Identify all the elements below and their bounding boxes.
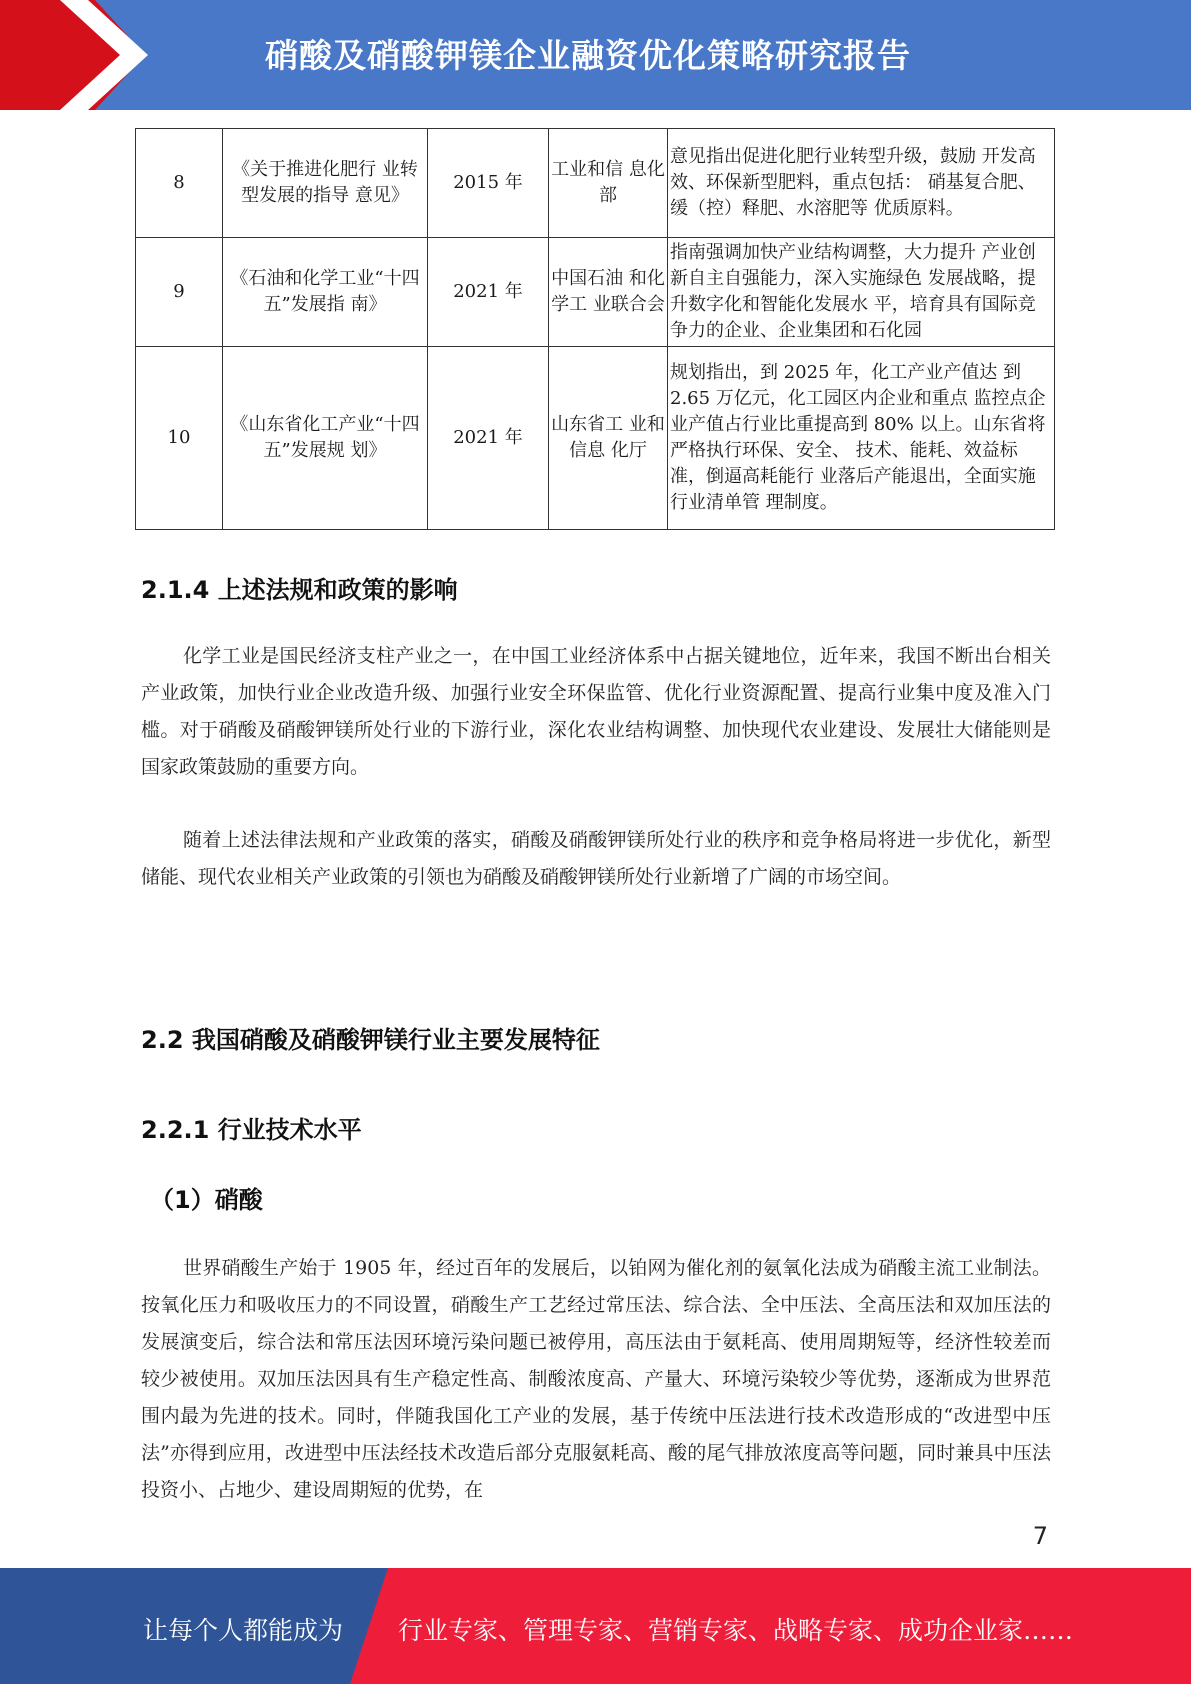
row-number: 10 [136,347,223,530]
table-row [136,347,1055,530]
paragraph: 随着上述法律法规和产业政策的落实，硝酸及硝酸钾镁所处行业的秩序和竞争格局将进一步优化，新型储能、现代农业相关产业政策的引领也为硝酸及硝酸钾镁所处行业新增了广阔的市场空间。 [141,829,1051,888]
policy-table [135,128,1055,530]
policy-name: 《石油和化学工业“十四五”发展指 南》 [223,238,428,347]
footer-slogan-right: 行业专家、管理专家、营销专家、战略专家、成功企业家…… [398,1616,1074,1645]
policy-year: 2021 年 [428,347,549,530]
row-number: 9 [136,238,223,347]
policy-name: 《山东省化工产业“十四五”发展规 划》 [223,347,428,530]
footer-slogan-left: 让每个人都能成为 [143,1616,344,1645]
page-header-banner [0,0,1191,110]
section-heading-2-2: 2.2 我国硝酸及硝酸钾镁行业主要发展特征 [141,1026,600,1054]
policy-year: 2021 年 [428,238,549,347]
page-footer-banner [0,1568,1191,1684]
row-number: 8 [136,129,223,238]
policy-year: 2015 年 [428,129,549,238]
paragraph: 世界硝酸生产始于 1905 年，经过百年的发展后，以铂网为催化剂的氨氧化法成为硝酸主流工业制法。按氧化压力和吸收压力的不同设置，硝酸生产工艺经过常压法、综合法、全中压法、全高压法和双加压法的发展演变后，综合法和常压法因环境污染问题已被停用，高压法由于氨耗高、使用周期短等，经济性较差而较少被使用。双加压法因具有生产稳定性高、制酸浓度高、产量大、环境污染较少等优势，逐渐成为世界范围内最为先进的技术。同时，伴随我国化工产业的发展，基于传统中压法进行技术改造形成的“改进型中压法”亦得到应用，改进型中压法经技术改造后部分克服氨耗高、酸的尾气排放浓度高等问题，同时兼具中压法投资小、占地少、建设周期短的优势，在 [141,1257,1051,1501]
policy-name: 《关于推进化肥行 业转型发展的指导 意见》 [223,129,428,238]
table-row [136,238,1055,347]
section-heading-2-2-1: 2.2.1 行业技术水平 [141,1116,362,1144]
table-row [136,129,1055,238]
policy-description: 意见指出促进化肥行业转型升级，鼓励 开发高效、环保新型肥料，重点包括： 硝基复合肥、缓（控）释肥、水溶肥等 优质原料。 [668,129,1055,238]
issuing-department: 山东省工 业和信息 化厅 [549,347,668,530]
paragraph: 化学工业是国民经济支柱产业之一，在中国工业经济体系中占据关键地位，近年来，我国不断出台相关产业政策，加快行业企业改造升级、加强行业安全环保监管、优化行业资源配置、提高行业集中度及准入门槛。对于硝酸及硝酸钾镁所处行业的下游行业，深化农业结构调整、加快现代农业建设、发展壮大储能则是国家政策鼓励的重要方向。 [141,645,1051,778]
report-title: 硝酸及硝酸钾镁企业融资优化策略研究报告 [265,36,911,75]
page-number: 7 [1032,1522,1048,1550]
issuing-department: 中国石油 和化学工 业联合会 [549,238,668,347]
policy-description: 指南强调加快产业结构调整，大力提升 产业创新自主自强能力，深入实施绿色 发展战略，提升数字化和智能化发展水 平，培育具有国际竞争力的企业、企业集团和石化园 [668,238,1055,347]
section-heading-2-1-4: 2.1.4 上述法规和政策的影响 [141,576,458,604]
policy-description: 规划指出，到 2025 年，化工产业产值达 到 2.65 万亿元，化工园区内企业和重点 监控点企业产值占行业比重提高到 80% 以上。山东省将严格执行环保、安全、 技术、能耗、效益标准，倒逼高耗能行 业落后产能退出，全面实施行业清单管 理制度。 [668,347,1055,530]
issuing-department: 工业和信 息化部 [549,129,668,238]
subsection-heading-nitric-acid: （1）硝酸 [150,1186,263,1214]
